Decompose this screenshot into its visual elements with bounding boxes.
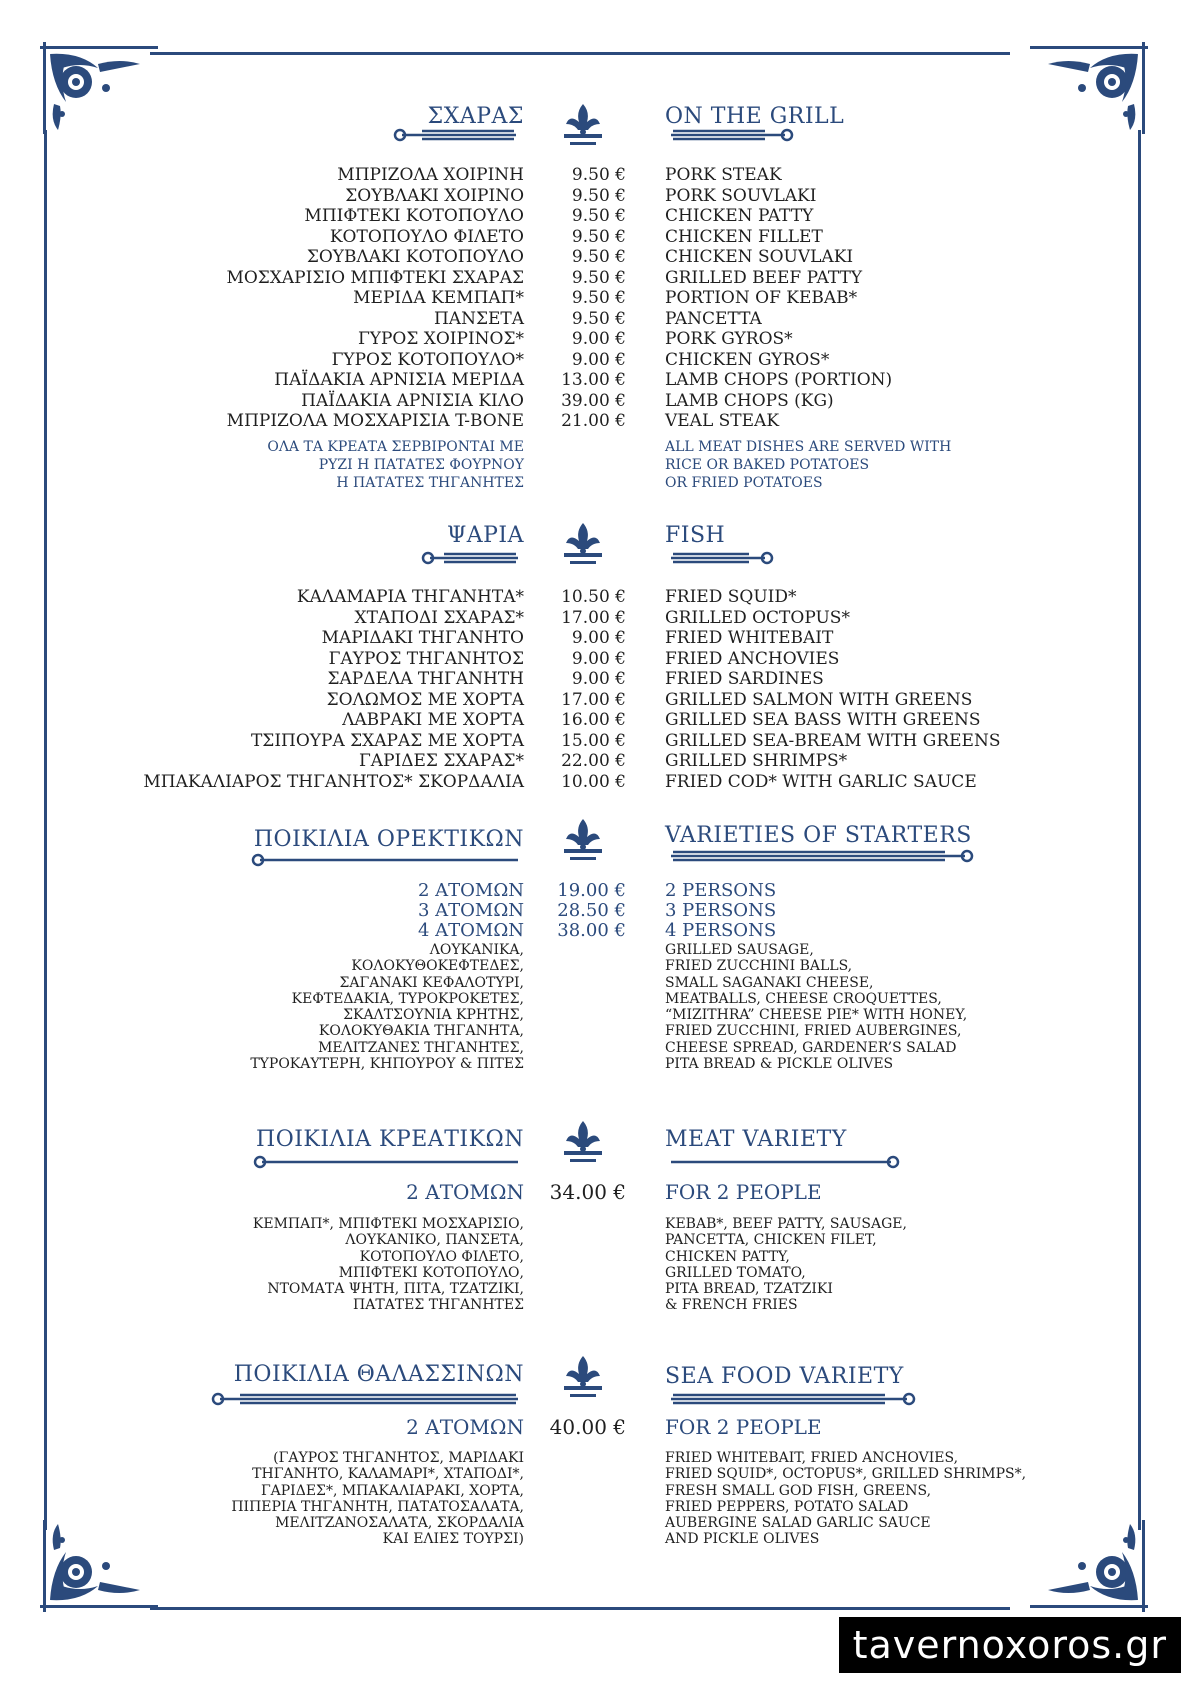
option-row: 2 ΑΤΟΜΩΝ 19.00 € 2 PERSONS bbox=[417, 880, 777, 901]
grill-note-gr: ΟΛΑ ΤΑ ΚΡΕΑΤΑ ΣΕΡΒΙΡΟΝΤΑΙ ΜΕ ΡΥΖΙ Η ΠΑΤΑΤΕΣ ΦΟΥΡΝΟΥ Η ΠΑΤΑΤΕΣ ΤΗΓΑΝΗΤΕΣ bbox=[267, 439, 524, 491]
option-row: 2 ΑΤΟΜΩΝ 34.00 € FOR 2 PEOPLE bbox=[406, 1180, 822, 1204]
fleur-emblem-icon bbox=[560, 1119, 606, 1169]
scroll-divider-right bbox=[665, 849, 975, 863]
section-title-en: FISH bbox=[665, 523, 726, 548]
meat-contents-gr: ΚΕΜΠΑΠ*, ΜΠΙΦΤΕΚΙ ΜΟΣΧΑΡΙΣΙΟ, ΛΟΥΚΑΝΙΚΟ, ΠΑΝΣΕΤΑ, ΚΟΤΟΠΟΥΛΟ ΦΙΛΕΤΟ, ΜΠΙΦΤΕΚΙ ΚΟΤΟΠΟΥΛΟ, ΝΤΟΜΑΤΑ ΨΗΤΗ, ΠΙΤΑ, ΤΖΑΤΖΙΚΙ, ΠΑΤΑΤΕΣ ΤΗΓΑΝΗΤΕΣ bbox=[252, 1216, 524, 1314]
menu-item: ΣΟΥΒΛΑΚΙ ΧΟΙΡΙΝΟ 9.50 € PORK SOUVLAKI bbox=[345, 185, 817, 206]
fleur-emblem-icon bbox=[560, 1354, 606, 1404]
section-title-gr: ΣΧΑΡΑΣ bbox=[427, 104, 524, 129]
section-title-gr: ΠΟΙΚΙΛΙΑ ΘΑΛΑΣΣΙΝΩΝ bbox=[233, 1362, 524, 1387]
menu-item: ΚΟΤΟΠΟΥΛΟ ΦΙΛΕΤΟ 9.50 € CHICKEN FILLET bbox=[329, 226, 823, 247]
menu-item: ΧΤΑΠΟΔΙ ΣΧΑΡΑΣ* 17.00 € GRILLED OCTOPUS* bbox=[354, 607, 850, 628]
starters-options bbox=[0, 881, 1189, 941]
corner-ornament-bottom-right bbox=[1030, 1520, 1148, 1612]
menu-item: ΜΕΡΙΔΑ ΚΕΜΠΑΠ* 9.50 € PORTION OF KEBAB* bbox=[353, 288, 858, 308]
scroll-divider-left bbox=[392, 128, 522, 142]
starters-contents-en: GRILLED SAUSAGE, FRIED ZUCCHINI BALLS, SMALL SAGANAKI CHEESE, MEATBALLS, CHEESE CROQUETTES, “MIZITHRA” CHEESE PIE* WITH HONEY, FRIED ZUCCHINI, FRIED AUBERGINES, CHEESE SPREAD, GARDENER’S SALAD PITA BREAD & PICKLE OLIVES bbox=[665, 942, 968, 1073]
section-title-gr: ΠΟΙΚΙΛΙΑ ΚΡΕΑΤΙΚΩΝ bbox=[256, 1127, 524, 1152]
fleur-emblem-icon bbox=[560, 521, 606, 571]
scroll-divider-right bbox=[665, 1155, 901, 1169]
menu-item: ΣΟΥΒΛΑΚΙ ΚΟΤΟΠΟΥΛΟ 9.50 € CHICKEN SOUVLAKI bbox=[306, 247, 854, 267]
fish-items bbox=[0, 587, 1189, 792]
menu-item: ΜΠΑΚΑΛΙΑΡΟΣ ΤΗΓΑΝΗΤΟΣ* ΣΚΟΡΔΑΛΙΑ 10.00 € FRIED COD* WITH GARLIC SAUCE bbox=[143, 771, 977, 792]
scroll-divider-left bbox=[210, 1392, 522, 1406]
option-row: 3 ΑΤΟΜΩΝ 28.50 € 3 PERSONS bbox=[417, 900, 777, 921]
menu-item: ΚΑΛΑΜΑΡΙΑ ΤΗΓΑΝΗΤΑ* 10.50 € FRIED SQUID* bbox=[296, 587, 797, 607]
meat-contents-en: KEBAB*, BEEF PATTY, SAUSAGE, PANCETTA, CHICKEN FILET, CHICKEN PATTY, GRILLED TOMATO, PITA BREAD, TZATZIKI & FRENCH FRIES bbox=[665, 1216, 907, 1314]
seafood-contents-gr: (ΓΑΥΡΟΣ ΤΗΓΑΝΗΤΟΣ, ΜΑΡΙΔΑΚΙ ΤΗΓΑΝΗΤΟ, ΚΑΛΑΜΑΡΙ*, ΧΤΑΠΟΔΙ*, ΓΑΡΙΔΕΣ*, ΜΠΑΚΑΛΙΑΡΑΚΙ, ΧΟΡΤΑ, ΠΙΠΕΡΙΑ ΤΗΓΑΝΗΤΗ, ΠΑΤΑΤΟΣΑΛΑΤΑ, ΜΕΛΙΤΖΑΝΟΣΑΛΑΤΑ, ΣΚΟΡΔΑΛΙΑ ΚΑΙ ΕΛΙΕΣ ΤΟΥΡΣΙ) bbox=[231, 1450, 524, 1548]
scroll-divider-left bbox=[420, 551, 522, 565]
scroll-divider-right bbox=[665, 1392, 917, 1406]
scroll-divider-right bbox=[665, 128, 795, 142]
menu-item: ΠΑΪΔΑΚΙΑ ΑΡΝΙΣΙΑ ΚΙΛΟ 39.00 € LAMB CHOPS (KG) bbox=[301, 390, 834, 411]
menu-item: ΜΠΙΦΤΕΚΙ ΚΟΤΟΠΟΥΛΟ 9.50 € CHICKEN PATTY bbox=[304, 206, 814, 226]
frame-top-line bbox=[150, 52, 1010, 55]
watermark: tavernoxoros.gr bbox=[839, 1617, 1181, 1673]
meat-option bbox=[0, 1182, 1189, 1202]
section-title-en: ON THE GRILL bbox=[665, 104, 845, 129]
seafood-contents-en: FRIED WHITEBAIT, FRIED ANCHOVIES, FRIED SQUID*, OCTOPUS*, GRILLED SHRIMPS*, FRESH SMALL GOD FISH, GREENS, FRIED PEPPERS, POTATO SALAD AUBERGINE SALAD GARLIC SAUCE AND PICKLE OLIVES bbox=[665, 1450, 1027, 1548]
menu-item: ΤΣΙΠΟΥΡΑ ΣΧΑΡΑΣ ΜΕ ΧΟΡΤΑ 15.00 € GRILLED SEA-BREAM WITH GREENS bbox=[250, 730, 1001, 751]
corner-ornament-top-left bbox=[40, 42, 158, 134]
seafood-option bbox=[0, 1417, 1189, 1437]
section-title-gr: ΨΑΡΙΑ bbox=[446, 523, 524, 548]
menu-item: ΓΑΥΡΟΣ ΤΗΓΑΝΗΤΟΣ 9.00 € FRIED ANCHOVIES bbox=[328, 648, 840, 669]
menu-item: ΣΟΛΩΜΟΣ ΜΕ ΧΟΡΤΑ 17.00 € GRILLED SALMON WITH GREENS bbox=[326, 689, 973, 710]
menu-item: ΜΑΡΙΔΑΚΙ ΤΗΓΑΝΗΤΟ 9.00 € FRIED WHITEBAIT bbox=[321, 628, 834, 648]
section-title-en: SEA FOOD VARIETY bbox=[665, 1364, 904, 1389]
menu-item: ΓΥΡΟΣ ΚΟΤΟΠΟΥΛΟ* 9.00 € CHICKEN GYROS* bbox=[331, 349, 830, 370]
starters-contents-gr: ΛΟΥΚΑΝΙΚΑ, ΚΟΛΟΚΥΘΟΚΕΦΤΕΔΕΣ, ΣΑΓΑΝΑΚΙ ΚΕΦΑΛΟΤΥΡΙ, ΚΕΦΤΕΔΑΚΙΑ, ΤΥΡΟΚΡΟΚΕΤΕΣ, ΣΚΑΛΤΣΟΥΝΙΑ ΚΡΗΤΗΣ, ΚΟΛΟΚΥΘΑΚΙΑ ΤΗΓΑΝΗΤΑ, ΜΕΛΙΤΖΑΝΕΣ ΤΗΓΑΝΗΤΕΣ, ΤΥΡΟΚΑΥΤΕΡΗ, ΚΗΠΟΥΡΟΥ & ΠΙΤΕΣ bbox=[250, 942, 524, 1073]
scroll-divider-right bbox=[665, 551, 775, 565]
menu-item: ΠΑΝΣΕΤΑ 9.50 € PANCETTA bbox=[433, 308, 762, 329]
menu-item: ΓΥΡΟΣ ΧΟΙΡΙΝΟΣ* 9.00 € PORK GYROS* bbox=[357, 329, 793, 349]
menu-item: ΓΑΡΙΔΕΣ ΣΧΑΡΑΣ* 22.00 € GRILLED SHRIMPS* bbox=[359, 751, 848, 771]
menu-item: ΠΑΪΔΑΚΙΑ ΑΡΝΙΣΙΑ ΜΕΡΙΔΑ 13.00 € LAMB CHOPS (PORTION) bbox=[274, 370, 893, 390]
menu-item: ΣΑΡΔΕΛΑ ΤΗΓΑΝΗΤΗ 9.00 € FRIED SARDINES bbox=[327, 669, 824, 689]
frame-bottom-line bbox=[150, 1607, 1010, 1610]
corner-ornament-top-right bbox=[1030, 42, 1148, 134]
option-row: 2 ΑΤΟΜΩΝ 40.00 € FOR 2 PEOPLE bbox=[406, 1415, 822, 1439]
scroll-divider-left bbox=[252, 1155, 522, 1169]
scroll-divider-left bbox=[250, 853, 522, 867]
grill-items bbox=[0, 165, 1189, 432]
grill-note-en: ALL MEAT DISHES ARE SERVED WITH RICE OR BAKED POTATOES OR FRIED POTATOES bbox=[665, 439, 952, 491]
corner-ornament-bottom-left bbox=[40, 1520, 158, 1612]
menu-item: ΜΠΡΙΖΟΛΑ ΜΟΣΧΑΡΙΣΙΑ T-BONE 21.00 € VEAL STEAK bbox=[226, 411, 780, 431]
menu-item: ΛΑΒΡΑΚΙ ΜΕ ΧΟΡΤΑ 16.00 € GRILLED SEA BASS WITH GREENS bbox=[342, 710, 981, 730]
section-title-en: VARIETIES OF STARTERS bbox=[665, 823, 972, 848]
menu-item: ΜΟΣΧΑΡΙΣΙΟ ΜΠΙΦΤΕΚΙ ΣΧΑΡΑΣ 9.50 € GRILLED BEEF PATTY bbox=[226, 267, 863, 288]
option-row: 4 ΑΤΟΜΩΝ 38.00 € 4 PERSONS bbox=[417, 920, 777, 941]
section-title-en: MEAT VARIETY bbox=[665, 1127, 847, 1152]
fleur-emblem-icon bbox=[560, 102, 606, 152]
menu-item: ΜΠΡΙΖΟΛΑ ΧΟΙΡΙΝΗ 9.50 € PORK STEAK bbox=[337, 165, 782, 185]
section-title-gr: ΠΟΙΚΙΛΙΑ ΟΡΕΚΤΙΚΩΝ bbox=[253, 827, 524, 852]
fleur-emblem-icon bbox=[560, 817, 606, 867]
